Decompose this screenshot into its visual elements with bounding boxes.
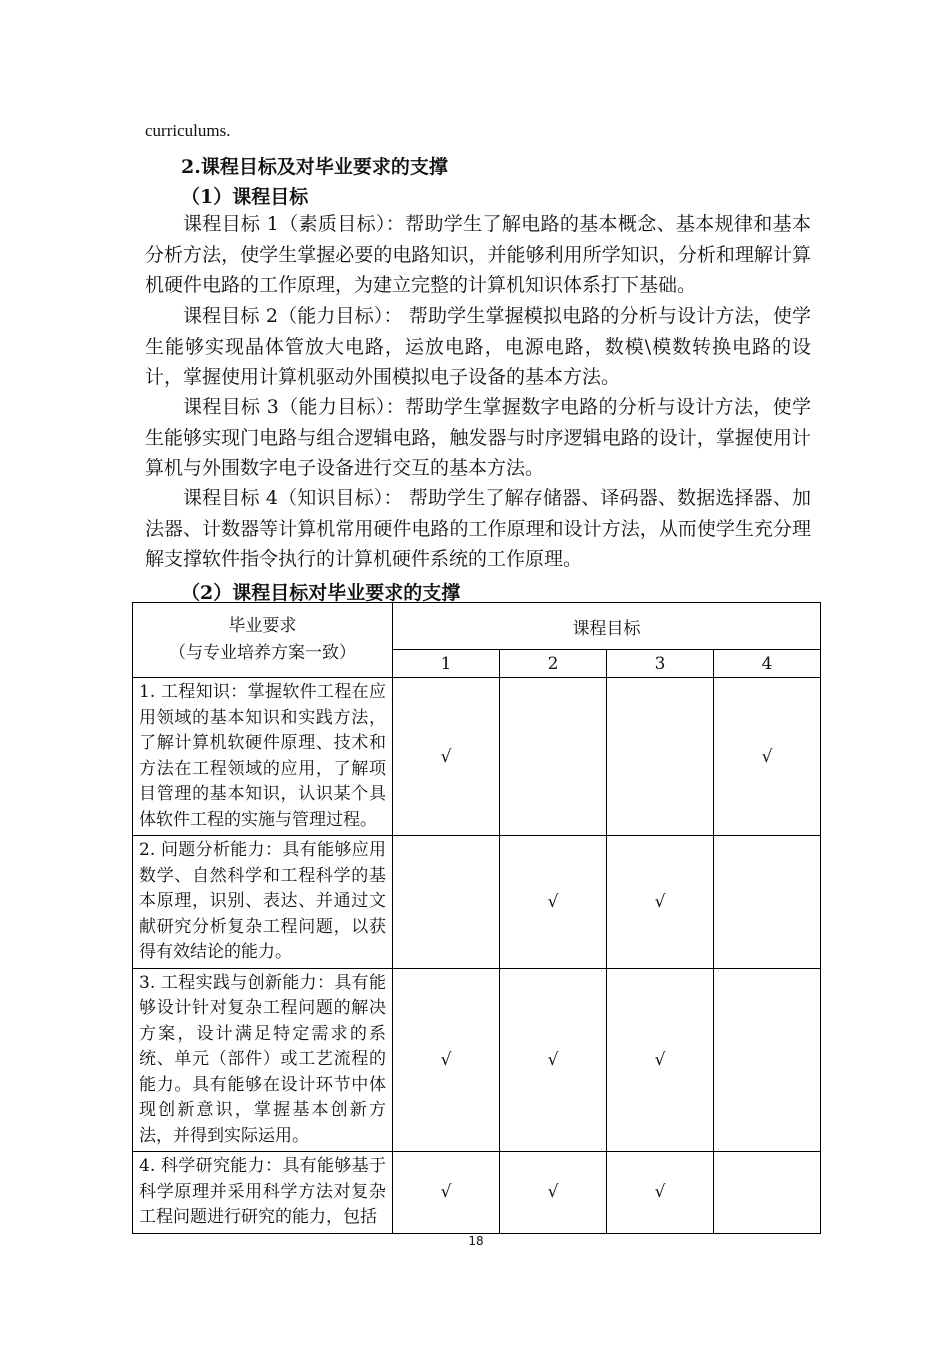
table-header-row xyxy=(133,603,821,650)
check-mark-cell xyxy=(500,678,607,836)
check-mark-cell: √ xyxy=(607,968,714,1152)
header-req-subtitle: （与专业培养方案一致） xyxy=(169,643,356,663)
subheading-goal-support: （2）课程目标对毕业要求的支撑 xyxy=(181,582,461,604)
table-row xyxy=(133,968,821,1152)
goal-number-1: 1 xyxy=(393,650,500,678)
goal-number-2: 2 xyxy=(500,650,607,678)
table-row xyxy=(133,678,821,836)
course-goal-2: 课程目标 2（能力目标）： 帮助学生掌握模拟电路的分析与设计方法，使学生能够实现晶体管放大电路，运放电路，电源电路，数模\模数转换电路的设计，掌握使用计算机驱动外围模拟电子设备的基本方法。 xyxy=(145,305,811,388)
course-goal-3: 课程目标 3（能力目标）：帮助学生掌握数字电路的分析与设计方法，使学生能够实现门电路与组合逻辑电路，触发器与时序逻辑电路的设计，掌握使用计算机与外围数字电子设备进行交互的基本方法。 xyxy=(145,396,811,479)
check-mark-cell: √ xyxy=(500,836,607,969)
check-mark-cell: √ xyxy=(393,1152,500,1234)
check-mark-cell: √ xyxy=(714,678,821,836)
check-mark-cell xyxy=(607,678,714,836)
requirement-cell: 1. 工程知识：掌握软件工程在应用领域的基本知识和实践方法，了解计算机软硬件原理、技术和方法在工程领域的应用，了解项目管理的基本知识，认识某个具体软件工程的实施与管理过程。 xyxy=(133,678,393,836)
header-req-title: 毕业要求 xyxy=(228,616,297,636)
header-course-goals: 课程目标 xyxy=(393,603,821,650)
check-mark-cell xyxy=(714,968,821,1152)
check-mark-cell: √ xyxy=(393,678,500,836)
course-goal-4: 课程目标 4（知识目标）： 帮助学生了解存储器、译码器、数据选择器、加法器、计数器等计算机常用硬件电路的工作原理和设计方法，从而使学生充分理解支撑软件指令执行的计算机硬件系统的工作原理。 xyxy=(145,487,811,570)
requirement-cell: 4. 科学研究能力：具有能够基于科学原理并采用科学方法对复杂工程问题进行研究的能力，包括 xyxy=(133,1152,393,1234)
check-mark-cell: √ xyxy=(500,968,607,1152)
check-mark-cell xyxy=(714,1152,821,1234)
table-row xyxy=(133,1152,821,1234)
check-mark-cell: √ xyxy=(500,1152,607,1234)
page-number: 18 xyxy=(468,1234,484,1248)
check-mark-cell: √ xyxy=(607,1152,714,1234)
goal-number-4: 4 xyxy=(714,650,821,678)
table-row xyxy=(133,836,821,969)
subheading-course-goals: （1）课程目标 xyxy=(181,186,309,208)
check-mark-cell xyxy=(393,836,500,969)
lead-text: curriculums. xyxy=(145,121,231,140)
section-heading: 2.课程目标及对毕业要求的支撑 xyxy=(181,156,448,178)
header-graduation-requirement xyxy=(133,603,393,678)
check-mark-cell: √ xyxy=(393,968,500,1152)
requirements-table xyxy=(132,602,821,1234)
check-mark-cell: √ xyxy=(607,836,714,969)
course-goal-1: 课程目标 1（素质目标）：帮助学生了解电路的基本概念、基本规律和基本分析方法，使学生掌握必要的电路知识，并能够利用所学知识，分析和理解计算机硬件电路的工作原理，为建立完整的计算机知识体系打下基础。 xyxy=(145,213,811,296)
requirement-cell: 3. 工程实践与创新能力：具有能够设计针对复杂工程问题的解决方案，设计满足特定需求的系统、单元（部件）或工艺流程的能力。具有能够在设计环节中体现创新意识，掌握基本创新方法，并得到实际运用。 xyxy=(133,968,393,1152)
requirement-cell: 2. 问题分析能力：具有能够应用数学、自然科学和工程科学的基本原理，识别、表达、并通过文献研究分析复杂工程问题，以获得有效结论的能力。 xyxy=(133,836,393,969)
goal-number-3: 3 xyxy=(607,650,714,678)
check-mark-cell xyxy=(714,836,821,969)
